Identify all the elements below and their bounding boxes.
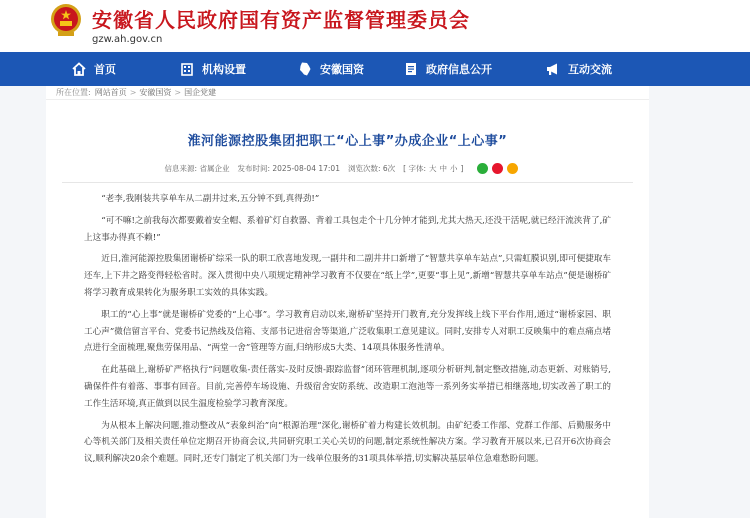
nav-interaction-label: 互动交流 <box>568 63 612 76</box>
building-icon <box>178 60 196 78</box>
nav-home-label: 首页 <box>94 63 116 76</box>
qzone-share-icon[interactable] <box>507 163 518 174</box>
paragraph: 近日,淮河能源控股集团谢桥矿综采一队的职工欣喜地发现,一副井和二副井井口新增了“智慧共享单车站点”,只需虹膜识别,即可便捷取车还车,上下井之路变得轻松省时。深入贯彻中央八项规定精神学习教育不仅要在“纸上学”,更要“事上见”,新增“智慧共享单车站点”便是谢桥矿将学习教育成果转化为服务职工实效的具体实践。 <box>84 254 611 298</box>
paragraph: 职工的“心上事”就是谢桥矿党委的“上心事”。学习教育启动以来,谢桥矿坚持开门教育,充分发挥线上线下平台作用,通过“谢桥家园、职工心声”微信留言平台、党委书记热线及信箱、支部书记进宿舍等渠道,广泛收集职工意见建议。同时,安排专人对职工反映集中的难点痛点堵点进行全面梳理,聚焦劳保用品、“两堂一舍”管理等方面,归纳形成5大类、14项具体服务性清单。 <box>84 309 611 354</box>
article-container <box>46 86 649 518</box>
megaphone-icon <box>544 60 562 78</box>
breadcrumb-separator: > <box>174 88 182 97</box>
meta-views: 浏览次数: 6次 <box>347 164 396 173</box>
meta-date: 发布时间: 2025-08-04 17:01 <box>237 164 340 173</box>
weibo-share-icon[interactable] <box>492 163 503 174</box>
paragraph: 为从根本上解决问题,推动整改从“表象纠治”向“根源治理”深化,谢桥矿着力构建长效机制。由矿纪委工作部、党群工作部、后勤服务中心等机关部门及相关责任单位定期召开协商会议,共同研究职工关心关切的问题,制定系统性解决方案。学习教育开展以来,已召开6次协商会议,顺利解决20余个难题。同时,还专门制定了机关部门为一线单位服务的31项具体举措,切实解决基层单位急难愁盼问题。 <box>84 420 611 465</box>
home-icon <box>70 60 88 78</box>
article-title: 淮河能源控股集团把职工“心上事”办成企业“上心事” <box>187 134 508 149</box>
nav-anhui-sasac[interactable] <box>296 52 402 86</box>
breadcrumb-link-anhui-sasac[interactable]: 安徽国资 <box>139 88 172 97</box>
document-icon <box>402 60 420 78</box>
paragraph: 在此基础上,谢桥矿严格执行“问题收集-责任落实-及时反馈-跟踪监督”闭环管理机制,逐项分析研判,制定整改措施,动态更新、对账销号,确保件件有着落、事事有回音。目前,完善停车场设施、升级宿舍安防系统、改造职工泡池等一系列务实举措已相继落地,切实改善了职工的工作生活环境,真正做到以民生温度检验学习教育深度。 <box>84 365 611 409</box>
nav-organization[interactable] <box>178 52 296 86</box>
nav-organization-label: 机构设置 <box>202 63 246 76</box>
nav-home[interactable] <box>60 52 178 86</box>
nav-anhui-sasac-label: 安徽国资 <box>320 63 364 76</box>
wechat-share-icon[interactable] <box>477 163 488 174</box>
breadcrumb-link-party-building[interactable]: 国企党建 <box>184 88 217 97</box>
meta-font-label: [ 字体: <box>403 164 426 173</box>
paragraph: “老李,我刚装共享单车从二副井过来,五分钟不到,真得劲!” <box>101 194 320 204</box>
share-bar <box>477 163 522 174</box>
site-domain: gzw.ah.gov.cn <box>92 34 163 45</box>
meta-source: 信息来源: 省属企业 <box>164 164 230 173</box>
font-size-medium[interactable]: 中 <box>439 164 447 173</box>
site-header <box>0 0 750 52</box>
meta-font-close: ] <box>460 164 464 173</box>
paragraph: “可不嘛!之前我每次都要戴着安全帽、系着矿灯自救器、背着工具包走个十几分钟才能到,尤其大热天,还没干活呢,就已经汗流浃背了,矿上这事办得真不赖!” <box>84 215 611 243</box>
national-emblem-icon <box>48 2 84 38</box>
site-title[interactable]: 安徽省人民政府国有资产监督管理委员会 <box>92 8 470 32</box>
breadcrumb <box>46 86 649 100</box>
nav-interaction[interactable] <box>544 52 674 86</box>
font-size-small[interactable]: 小 <box>450 164 458 173</box>
article-body <box>46 183 649 468</box>
main-nav <box>0 52 750 86</box>
nav-gov-info-label: 政府信息公开 <box>426 63 492 76</box>
article-meta <box>46 163 649 174</box>
breadcrumb-link-home[interactable]: 网站首页 <box>94 88 127 97</box>
breadcrumb-separator: > <box>129 88 137 97</box>
font-size-large[interactable]: 大 <box>429 164 437 173</box>
breadcrumb-prefix: 所在位置: <box>56 88 91 97</box>
nav-gov-info[interactable] <box>402 52 544 86</box>
map-icon <box>296 60 314 78</box>
